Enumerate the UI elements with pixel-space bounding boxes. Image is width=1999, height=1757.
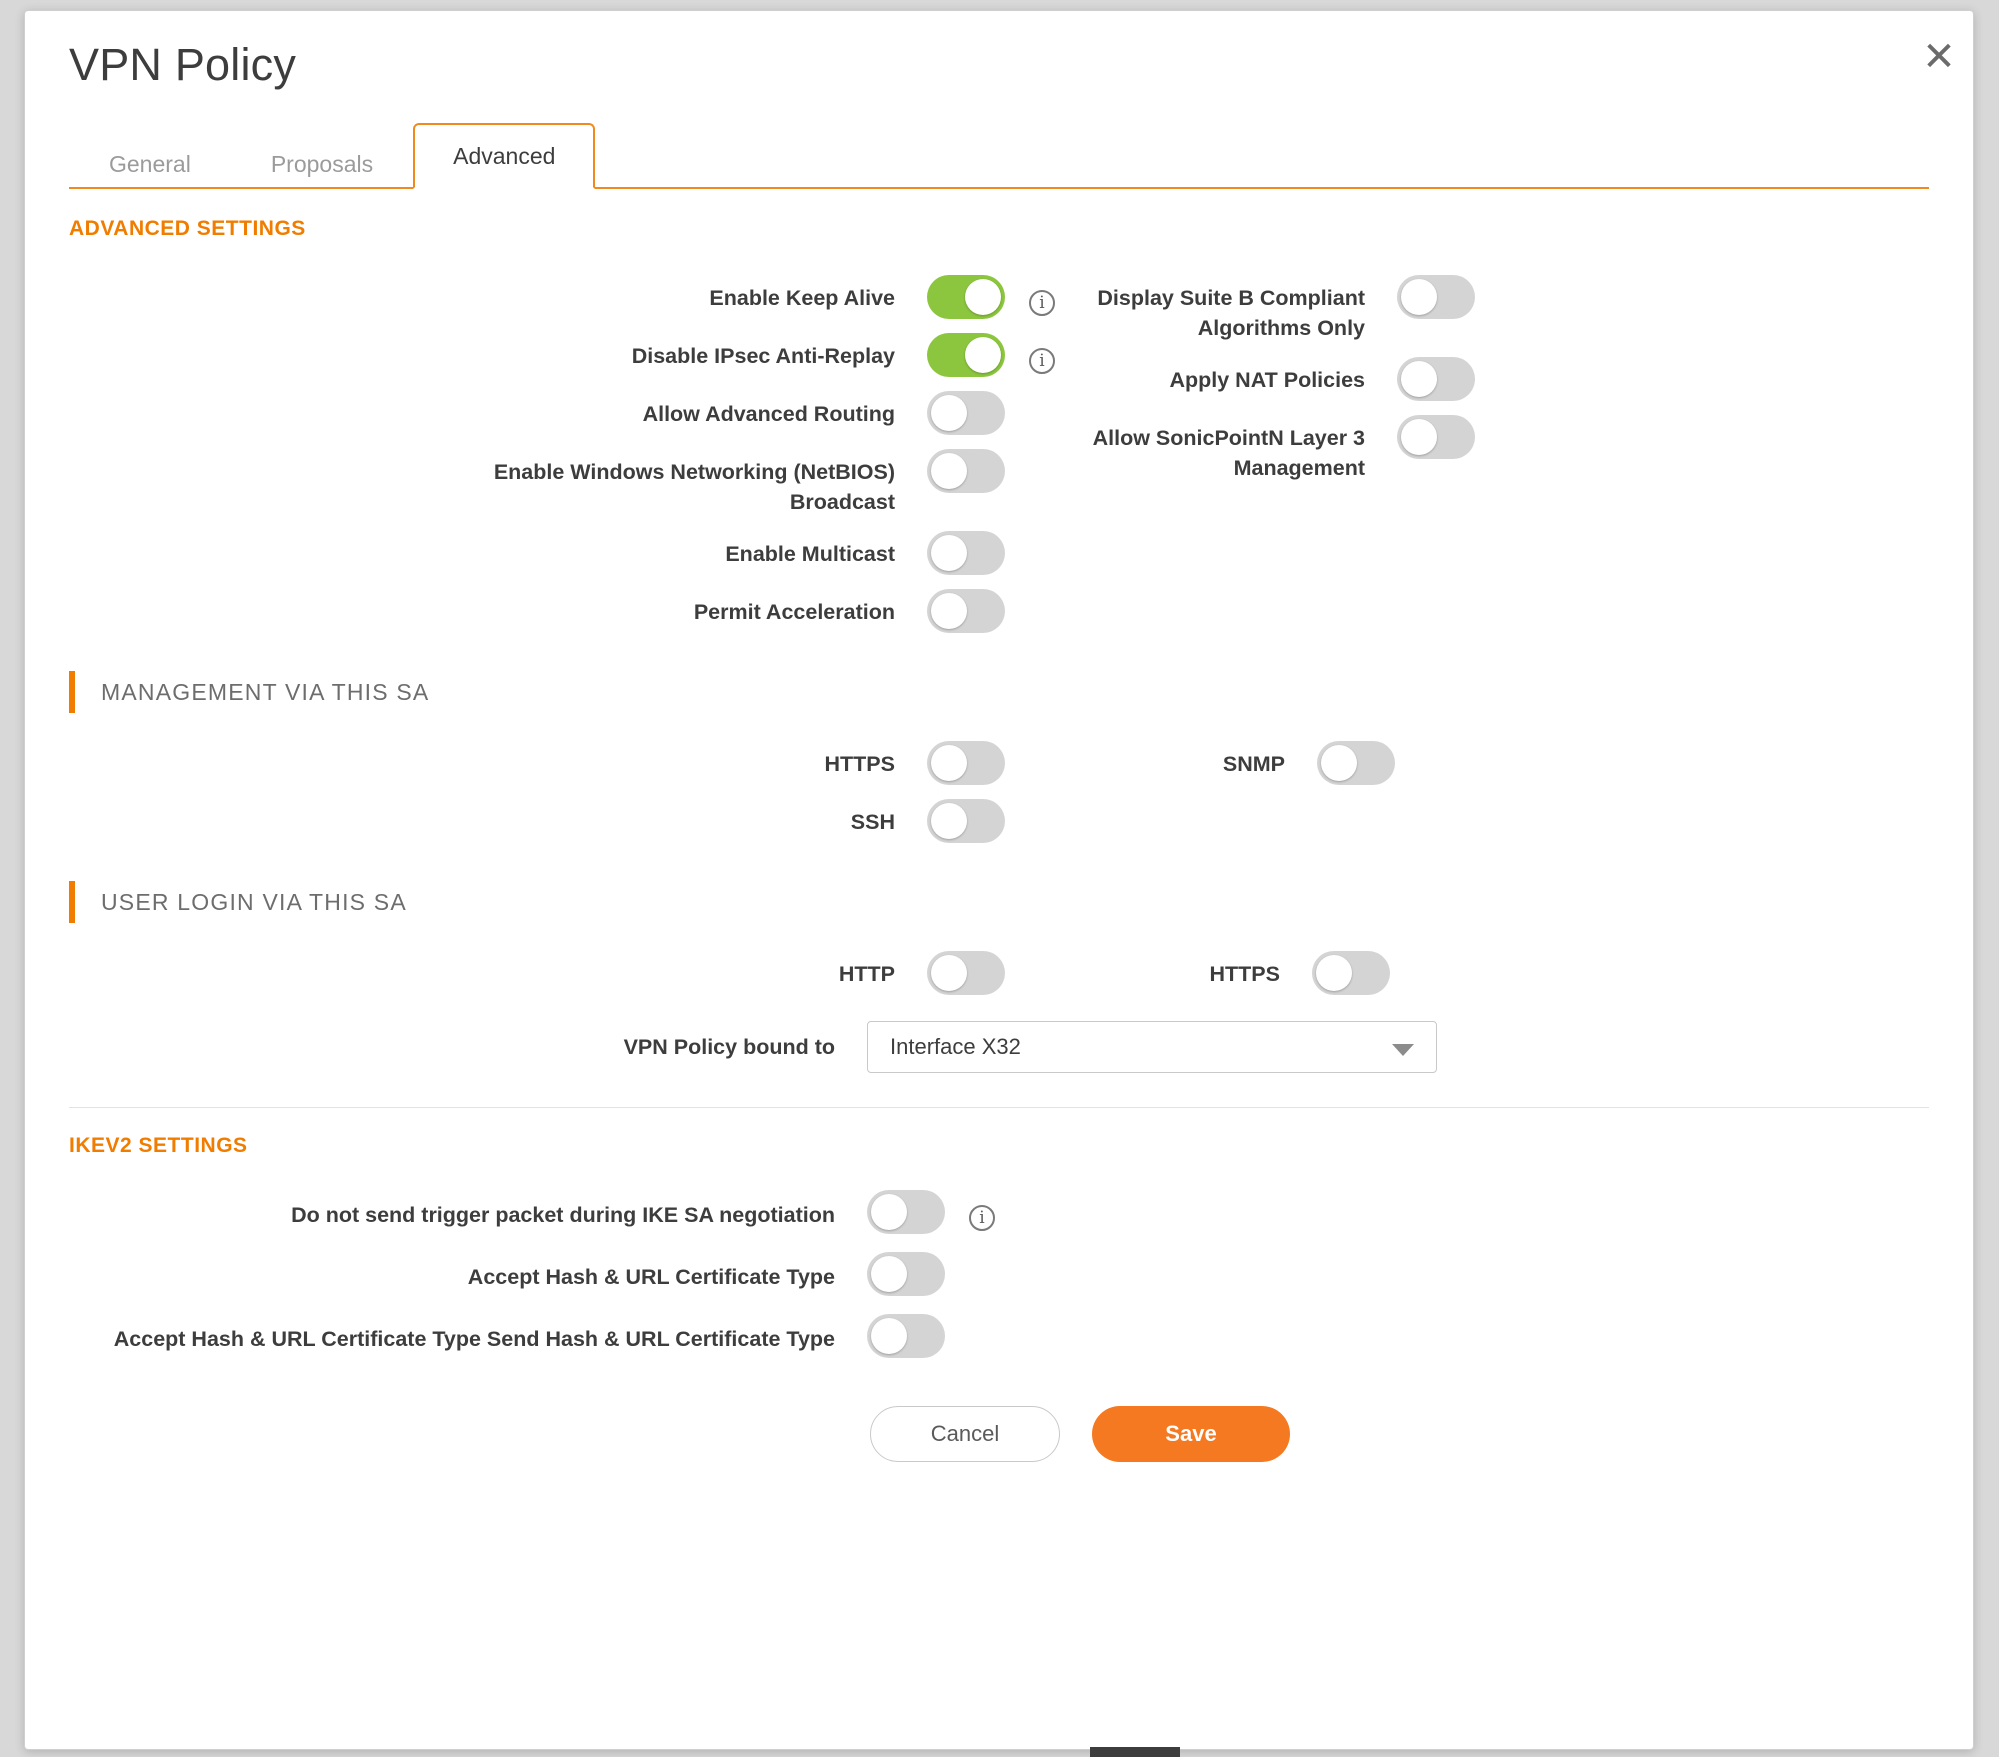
advanced-left-column — [25, 275, 1973, 633]
setting-row-permit-acceleration — [25, 589, 1973, 633]
toggle-management-snmp[interactable] — [1317, 741, 1395, 785]
toggle-apply-nat-policies[interactable] — [1397, 357, 1475, 401]
management-sa-heading — [69, 671, 1973, 713]
toggle-knob — [1316, 955, 1352, 991]
toggle-knob — [871, 1194, 907, 1230]
save-button[interactable]: Save — [1092, 1406, 1290, 1462]
vpn-policy-bound-to-select[interactable] — [867, 1021, 1437, 1073]
setting-label: Accept Hash & URL Certificate Type — [467, 1265, 835, 1289]
toggle-knob — [1401, 279, 1437, 315]
setting-label: Allow Advanced Routing — [642, 402, 895, 426]
divider — [69, 1107, 1929, 1108]
toggle-knob — [871, 1256, 907, 1292]
setting-label: Disable IPsec Anti-Replay — [631, 344, 895, 368]
setting-label: Allow SonicPointN Layer 3 Management — [1092, 426, 1365, 480]
vpn-policy-dialog — [24, 10, 1974, 1750]
ikev2-settings-grid — [25, 1190, 1973, 1358]
toggle-enable-multicast[interactable] — [927, 531, 1005, 575]
setting-label: HTTP — [838, 962, 895, 986]
toggle-send-hash-url-certificate-type[interactable] — [867, 1314, 945, 1358]
setting-label: Display Suite B Compliant Algorithms Only — [1097, 286, 1365, 340]
user-login-sa-heading — [69, 881, 1973, 923]
toggle-knob — [1321, 745, 1357, 781]
vpn-policy-bound-to-label: VPN Policy bound to — [623, 1034, 835, 1059]
toggle-knob — [871, 1318, 907, 1354]
setting-row-suite-b — [1045, 275, 1605, 343]
setting-label: Enable Keep Alive — [709, 286, 895, 310]
toggle-enable-keep-alive[interactable] — [927, 275, 1005, 319]
setting-label: HTTPS — [1209, 962, 1280, 986]
accent-bar — [69, 881, 75, 923]
setting-row-apply-nat-policies — [1045, 357, 1605, 401]
toggle-knob — [965, 279, 1001, 315]
toggle-knob — [931, 395, 967, 431]
management-row-ssh — [25, 799, 1973, 843]
toggle-knob — [931, 535, 967, 571]
ikev2-row-accept-hash-url — [25, 1252, 1973, 1296]
chevron-down-icon — [1392, 1044, 1414, 1056]
toggle-accept-hash-url-certificate-type[interactable] — [867, 1252, 945, 1296]
toggle-display-suite-b[interactable] — [1397, 275, 1475, 319]
dialog-footer — [25, 1406, 1973, 1462]
toggle-management-ssh[interactable] — [927, 799, 1005, 843]
management-sa-heading-label: MANAGEMENT VIA THIS SA — [101, 678, 430, 705]
setting-label: Enable Multicast — [725, 542, 895, 566]
user-login-sa-heading-label: USER LOGIN VIA THIS SA — [101, 888, 407, 915]
setting-row-enable-multicast — [25, 531, 1973, 575]
select-value: Interface X32 — [890, 1034, 1021, 1059]
close-icon[interactable]: ✕ — [1922, 34, 1956, 80]
toggle-sonicpointn-l3-management[interactable] — [1397, 415, 1475, 459]
toggle-allow-advanced-routing[interactable] — [927, 391, 1005, 435]
cancel-button[interactable]: Cancel — [870, 1406, 1060, 1462]
info-icon[interactable]: i — [1029, 290, 1055, 316]
toggle-knob — [931, 955, 967, 991]
accent-bar — [69, 671, 75, 713]
toggle-knob — [1401, 419, 1437, 455]
setting-row-sonicpointn-l3 — [1045, 415, 1605, 483]
setting-label: SNMP — [1222, 752, 1285, 776]
setting-label: Accept Hash & URL Certificate Type Send Hash & URL Certificate Type — [113, 1327, 835, 1351]
toggle-do-not-send-trigger-packet[interactable] — [867, 1190, 945, 1234]
toggle-knob — [1401, 361, 1437, 397]
toggle-knob — [965, 337, 1001, 373]
vpn-policy-bound-to-row — [25, 1021, 1973, 1073]
toggle-netbios-broadcast[interactable] — [927, 449, 1005, 493]
user-login-sa-grid — [25, 951, 1973, 1073]
info-icon[interactable]: i — [969, 1205, 995, 1231]
setting-label: SSH — [850, 810, 895, 834]
toggle-user-login-https[interactable] — [1312, 951, 1390, 995]
tab-proposals[interactable]: Proposals — [270, 151, 374, 177]
ikev2-settings-heading: IKEV2 SETTINGS — [69, 1134, 248, 1157]
setting-label: Permit Acceleration — [693, 600, 895, 624]
toggle-knob — [931, 453, 967, 489]
tab-advanced[interactable]: Advanced — [413, 123, 595, 189]
advanced-settings-grid — [25, 275, 1973, 633]
user-login-row-http-https — [25, 951, 1973, 995]
toggle-knob — [931, 745, 967, 781]
toggle-management-https[interactable] — [927, 741, 1005, 785]
toggle-permit-acceleration[interactable] — [927, 589, 1005, 633]
tab-general[interactable]: General — [109, 151, 191, 177]
info-icon[interactable]: i — [1029, 348, 1055, 374]
setting-label: Apply NAT Policies — [1169, 368, 1365, 392]
taskbar-strip — [1090, 1747, 1180, 1757]
management-sa-grid — [25, 741, 1973, 843]
setting-row-allow-advanced-routing — [25, 391, 1973, 435]
ikev2-row-send-hash-url — [25, 1314, 1973, 1358]
setting-label: HTTPS — [824, 752, 895, 776]
management-row-https-snmp — [25, 741, 1973, 785]
setting-row-netbios-broadcast — [25, 449, 1973, 517]
setting-label: Enable Windows Networking (NetBIOS) Broadcast — [493, 460, 895, 514]
tab-bar — [69, 125, 1929, 189]
page-title: VPN Policy — [69, 39, 297, 90]
toggle-knob — [931, 803, 967, 839]
setting-row-disable-ipsec-anti-replay — [25, 333, 1973, 377]
toggle-knob — [931, 593, 967, 629]
setting-row-enable-keep-alive — [25, 275, 1973, 319]
advanced-right-column — [1045, 275, 1605, 497]
advanced-settings-heading: ADVANCED SETTINGS — [69, 217, 306, 240]
toggle-user-login-http[interactable] — [927, 951, 1005, 995]
setting-label: Do not send trigger packet during IKE SA negotiation — [291, 1203, 835, 1227]
toggle-disable-ipsec-anti-replay[interactable] — [927, 333, 1005, 377]
ikev2-row-trigger-packet — [25, 1190, 1973, 1234]
